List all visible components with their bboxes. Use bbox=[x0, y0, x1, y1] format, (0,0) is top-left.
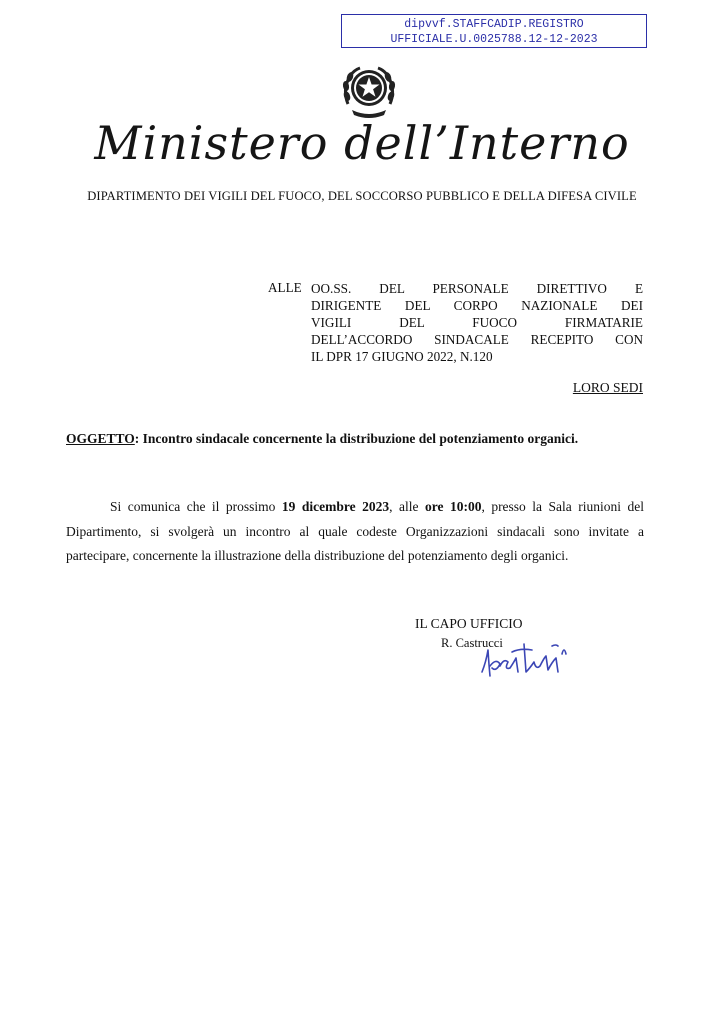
ministry-title: Ministero dell’Interno bbox=[94, 116, 630, 170]
signatory-name: R. Castrucci bbox=[441, 636, 503, 650]
addressee-line: IL DPR 17 GIUGNO 2022, N.120 bbox=[311, 349, 493, 364]
body-text-2: , alle bbox=[389, 499, 425, 514]
signatory-title: IL CAPO UFFICIO bbox=[415, 616, 523, 631]
handwritten-signature bbox=[474, 632, 584, 684]
body-line-2: Dipartimento, si svolgerà un incontro al quale codeste Organizzazioni sindacali sono invitate a bbox=[66, 523, 644, 539]
addressee-line: OO.SS. DEL PERSONALE DIRETTIVO E bbox=[311, 281, 643, 296]
addressee-line: DELL’ACCORDO SINDACALE RECEPITO CON bbox=[311, 332, 643, 347]
protocol-stamp bbox=[341, 14, 647, 48]
subject-label: OGGETTO bbox=[66, 431, 135, 446]
protocol-stamp-line1: dipvvf.STAFFCADIP.REGISTRO bbox=[404, 18, 584, 31]
addressee-label: ALLE bbox=[268, 280, 302, 295]
body-text-1: Si comunica che il prossimo bbox=[110, 499, 282, 514]
meeting-time: ore 10:00 bbox=[424, 499, 482, 514]
body-line-3: partecipare, concernente la illustrazione della distribuzione del potenziamento degli organici. bbox=[66, 548, 569, 563]
protocol-stamp-line2: UFFICIALE.U.0025788.12-12-2023 bbox=[390, 33, 598, 46]
meeting-date: 19 dicembre 2023 bbox=[281, 499, 390, 514]
body-text-3: , presso la Sala riunioni del bbox=[481, 499, 644, 514]
subject-text: : Incontro sindacale concernente la distribuzione del potenziamento organici. bbox=[134, 431, 579, 446]
addressee-block bbox=[311, 280, 643, 365]
loro-sedi: LORO SEDI bbox=[572, 380, 643, 395]
addressee-line: VIGILI DEL FUOCO FIRMATARIE bbox=[311, 315, 643, 330]
body-paragraph bbox=[66, 495, 644, 569]
subject-line bbox=[66, 431, 578, 447]
italian-republic-emblem-icon bbox=[340, 60, 398, 120]
department-name: DIPARTIMENTO DEI VIGILI DEL FUOCO, DEL SOCCORSO PUBBLICO E DELLA DIFESA CIVILE bbox=[87, 189, 637, 203]
addressee-line: DIRIGENTE DEL CORPO NAZIONALE DEI bbox=[311, 298, 643, 313]
